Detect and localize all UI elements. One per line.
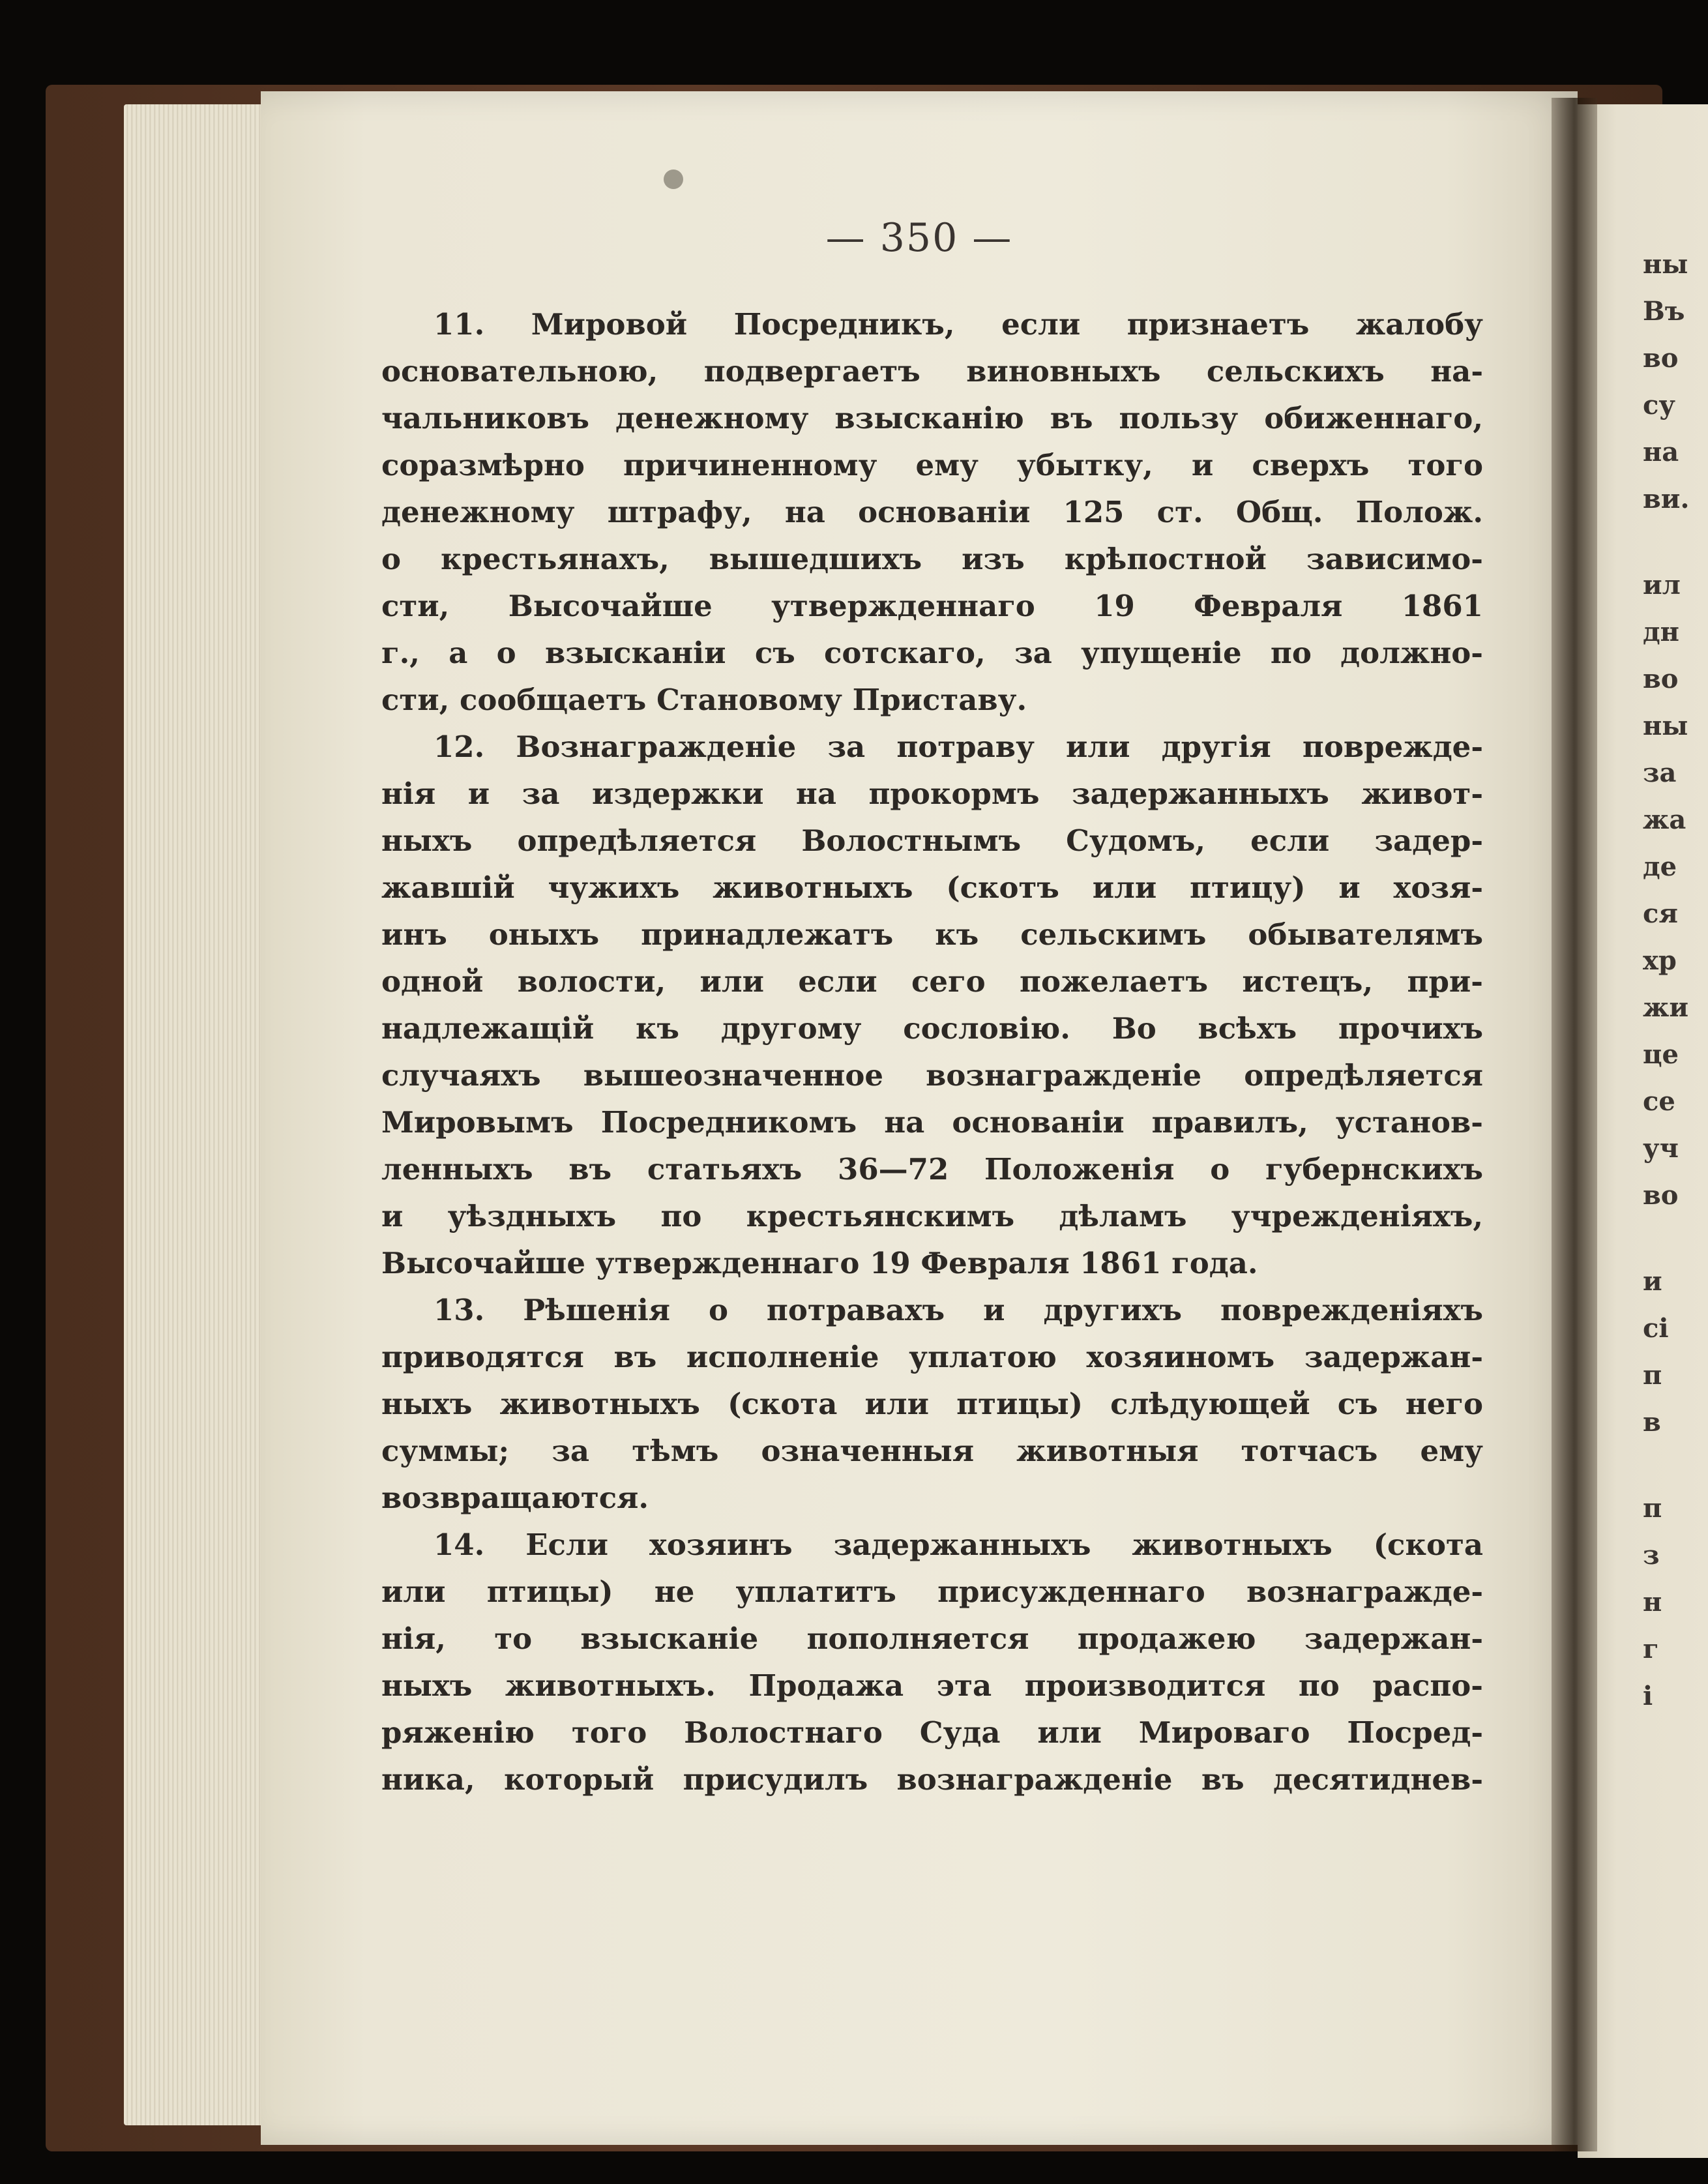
text-line: возвращаются. <box>381 1481 649 1515</box>
text-line: основательною, подвергаетъ виновныхъ сельскихъ на- <box>381 354 1483 389</box>
text-fragment: во <box>1643 343 1679 374</box>
text-fragment: во <box>1643 1180 1679 1211</box>
text-fragment: з <box>1643 1540 1660 1571</box>
text-line: сти, сообщаетъ Становому Приставу. <box>381 683 1027 717</box>
text-line: Мировымъ Посредникомъ на основаніи правилъ, установ- <box>381 1105 1483 1140</box>
text-line: одной волости, или если сего пожелаетъ истецъ, при- <box>381 964 1483 999</box>
text-line: нія, то взысканіе пополняется продажею задержан- <box>381 1621 1483 1656</box>
text-line: случаяхъ вышеозначенное вознагражденіе опредѣляется <box>381 1058 1483 1093</box>
text-fragment: ся <box>1643 898 1678 929</box>
text-line: Высочайше утвержденнаго 19 Февраля 1861 года. <box>381 1246 1258 1280</box>
text-fragment: жи <box>1643 992 1689 1023</box>
book-gutter <box>1552 98 1597 2151</box>
ink-spot <box>664 170 683 189</box>
text-line: надлежащій къ другому сословію. Во всѣхъ прочихъ <box>381 1011 1483 1046</box>
text-fragment: за <box>1643 758 1677 788</box>
text-line: ленныхъ въ статьяхъ 36—72 Положенія о губернскихъ <box>381 1152 1483 1187</box>
text-line: жавшій чужихъ животныхъ (скотъ или птицу) и хозя- <box>381 870 1483 905</box>
page-number: — 350 — <box>825 215 1013 261</box>
text-line: или птицы) не уплатитъ присужденнаго вознагражде- <box>381 1574 1483 1609</box>
text-fragment: в <box>1643 1407 1661 1438</box>
text-line: 12. Вознагражденіе за потраву или другія поврежде- <box>434 730 1483 764</box>
text-fragment: ви. <box>1643 484 1690 514</box>
text-fragment: во <box>1643 664 1679 694</box>
text-line: и уѣздныхъ по крестьянскимъ дѣламъ учрежденіяхъ, <box>381 1199 1483 1233</box>
text-line: ряженію того Волостнаго Суда или Мироваго Посред- <box>381 1715 1483 1750</box>
text-fragment: хр <box>1643 945 1677 976</box>
text-fragment: уч <box>1643 1133 1679 1164</box>
text-line: 11. Мировой Посредникъ, если признаетъ жалобу <box>434 307 1483 342</box>
text-line: нія и за издержки на прокормъ задержанныхъ живот- <box>381 776 1483 811</box>
text-line: чальниковъ денежному взысканію въ пользу обиженнаго, <box>381 401 1483 435</box>
text-fragment: і <box>1643 1681 1653 1711</box>
text-fragment: Въ <box>1643 296 1685 327</box>
text-line: ныхъ животныхъ (скота или птицы) слѣдующей съ него <box>381 1387 1483 1421</box>
page-text <box>381 301 1483 1803</box>
text-line: о крестьянахъ, вышедшихъ изъ крѣпостной зависимо- <box>381 542 1483 576</box>
text-line: 13. Рѣшенія о потравахъ и другихъ поврежденіяхъ <box>434 1293 1483 1327</box>
text-fragment: су <box>1643 390 1675 421</box>
text-fragment: де <box>1643 851 1677 882</box>
text-fragment: це <box>1643 1039 1679 1070</box>
text-line: сти, Высочайше утвержденнаго 19 Февраля 1861 <box>381 589 1483 623</box>
text-fragment: п <box>1643 1493 1662 1524</box>
text-fragment: ны <box>1643 249 1688 280</box>
text-line: ника, который присудилъ вознагражденіе въ десятиднев- <box>381 1762 1483 1797</box>
text-fragment: ил <box>1643 570 1681 600</box>
text-fragment: на <box>1643 437 1679 467</box>
text-fragment: г <box>1643 1634 1659 1664</box>
text-line: соразмѣрно причиненному ему убытку, и сверхъ того <box>381 448 1483 482</box>
text-line: суммы; за тѣмъ означенныя животныя тотчасъ ему <box>381 1434 1483 1468</box>
text-line: денежному штрафу, на основаніи 125 ст. Общ. Полож. <box>381 495 1483 529</box>
text-fragment: п <box>1643 1360 1662 1391</box>
text-fragment: ны <box>1643 711 1688 741</box>
text-fragment: и <box>1643 1266 1662 1297</box>
text-line: ныхъ опредѣляется Волостнымъ Судомъ, если задер- <box>381 823 1483 858</box>
text-fragment: дн <box>1643 617 1679 647</box>
page-edges <box>124 104 280 2125</box>
text-fragment: жа <box>1643 804 1686 835</box>
text-line: 14. Если хозяинъ задержанныхъ животныхъ (скота <box>434 1527 1483 1562</box>
text-line: г., а о взысканіи съ сотскаго, за упущеніе по должно- <box>381 636 1483 670</box>
right-page-text <box>1643 241 1708 1720</box>
text-line: инъ оныхъ принадлежатъ къ сельскимъ обывателямъ <box>381 917 1483 952</box>
text-line: приводятся въ исполненіе уплатою хозяиномъ задержан- <box>381 1340 1483 1374</box>
text-fragment: н <box>1643 1587 1662 1617</box>
text-fragment: сі <box>1643 1313 1669 1344</box>
text-fragment: се <box>1643 1086 1675 1117</box>
text-line: ныхъ животныхъ. Продажа эта производится по распо- <box>381 1668 1483 1703</box>
